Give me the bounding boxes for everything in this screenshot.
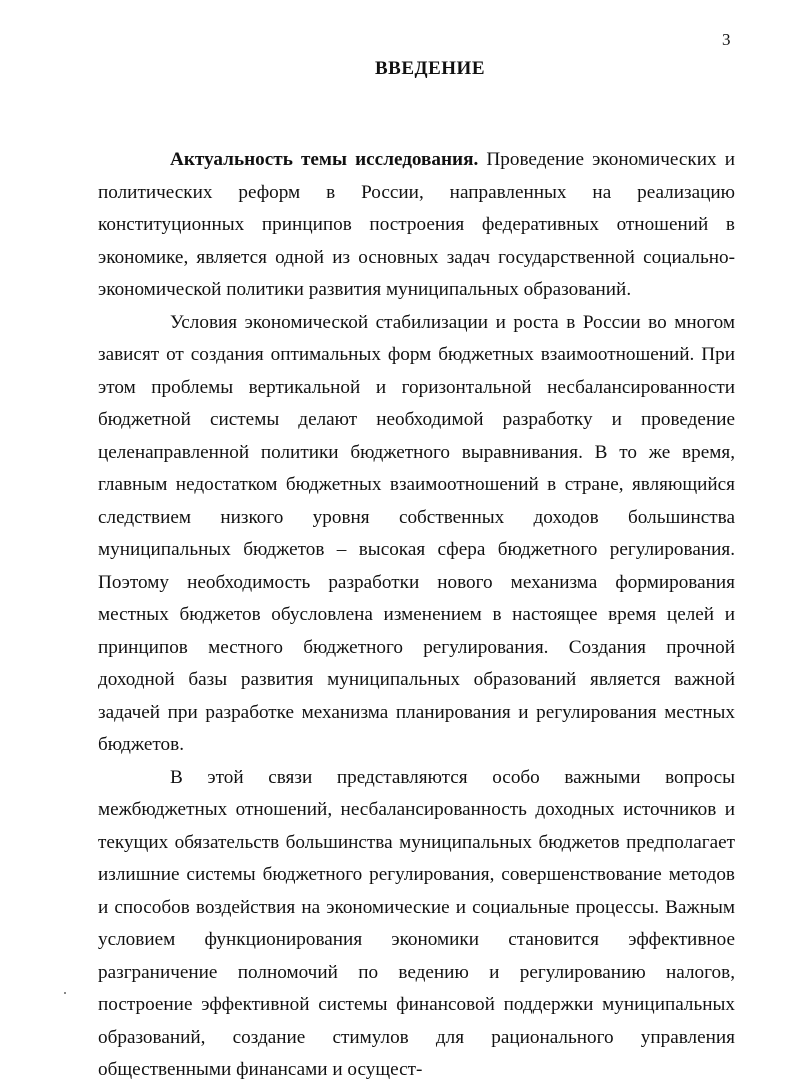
scan-artifact-dot bbox=[64, 992, 66, 994]
page-number: 3 bbox=[722, 30, 731, 49]
paragraph-text: В этой связи представляются особо важными вопросы межбюджетных отношений, несбалансированность доходных источников и текущих обязательств большинства муниципальных бюджетов предполагает излишние системы бюджетного регулирования, совершенствование методов и способов воздействия на экономические и социальные процессы. Важным условием функционирования экономики становится эффективное разграничение полномочий по ведению и регулированию налогов, построение эффективной системы финансовой поддержки муниципальных образований, создание стимулов для рационального управления общественными финансами и осущест- bbox=[98, 766, 735, 1080]
page-heading: ВВЕДЕНИЕ bbox=[375, 58, 485, 79]
paragraph-relevance bbox=[98, 144, 735, 307]
document-body bbox=[98, 144, 735, 1087]
paragraph-interbudget bbox=[98, 762, 735, 1087]
paragraph-text: Условия экономической стабилизации и роста в России во многом зависят от создания оптимальных форм бюджетных взаимоотношений. При этом проблемы вертикальной и горизонтальной несбалансированности бюджетной системы делают необходимой разработку и проведение целенаправленной политики бюджетного выравнивания. В то же время, главным недостатком бюджетных взаимоотношений в стране, являющийся следствием низкого уровня собственных доходов большинства муниципальных бюджетов – высокая сфера бюджетного регулирования. Поэтому необходимость разработки нового механизма формирования местных бюджетов обусловлена изменением в настоящее время целей и принципов местного бюджетного регулирования. Создания прочной доходной базы развития муниципальных образований является важной задачей при разработке механизма планирования и регулирования местных бюджетов. bbox=[98, 311, 735, 755]
paragraph-conditions bbox=[98, 307, 735, 762]
paragraph-text: Проведение экономических и политических реформ в России, направленных на реализацию конституционных принципов построения федеративных отношений в экономике, является одной из основных задач государственной социально-экономической политики развития муниципальных образований. bbox=[98, 149, 735, 300]
paragraph-lead: Актуальность темы исследования. bbox=[170, 149, 479, 170]
